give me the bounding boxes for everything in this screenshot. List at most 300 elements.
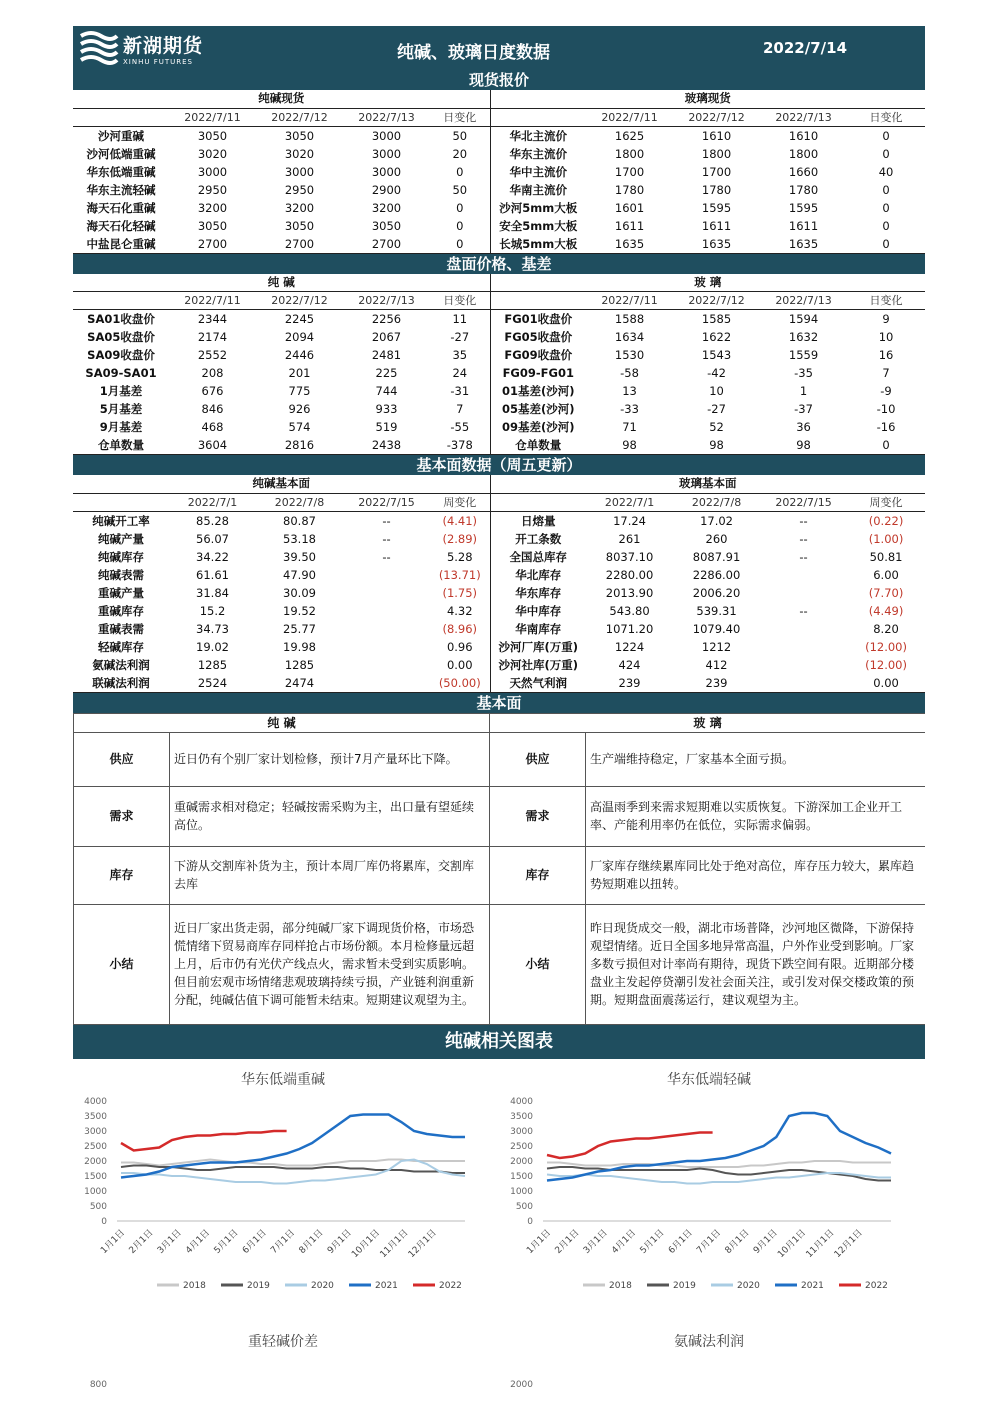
glass-value: 0 — [847, 126, 925, 145]
glass-value: 0 — [882, 182, 890, 197]
glass-value: 239 — [673, 674, 760, 693]
soda-qual-text: 重碱需求相对稳定；轻碱按需采购为主，出口量有望延续高位。 — [170, 786, 490, 846]
soda-value — [343, 674, 430, 693]
x-tick-label: 5月1日 — [212, 1227, 241, 1256]
x-tick-label: 12月1日 — [832, 1227, 865, 1260]
glass-value: (12.00) — [865, 657, 907, 672]
soda-value: 775 — [288, 384, 311, 398]
glass-value: 539.31 — [696, 603, 737, 618]
soda-value: 2900 — [371, 182, 402, 197]
glass-value: 8037.10 — [605, 549, 654, 564]
soda-value: 19.98 — [283, 639, 316, 654]
soda-value: (4.41) — [430, 511, 490, 530]
soda-label: 中盐昆仑重碱 — [73, 235, 169, 254]
glass-value: (7.70) — [868, 585, 904, 600]
x-tick-label: 1月1日 — [525, 1227, 554, 1256]
soda-value: 34.73 — [196, 621, 229, 636]
soda-value — [343, 566, 430, 584]
soda-value: 1285 — [197, 657, 228, 672]
x-tick-label: 7月1日 — [269, 1227, 298, 1256]
glass-value: 1635 — [586, 235, 673, 254]
glass-value: 8087.91 — [692, 549, 741, 564]
glass-label: 华东库存 — [490, 584, 586, 602]
soda-value — [343, 584, 430, 602]
glass-value: -10 — [876, 402, 896, 416]
glass-value: 1601 — [614, 200, 645, 215]
soda-value: 3000 — [371, 146, 402, 161]
chart-title: 华东低端重碱 — [241, 1071, 325, 1088]
soda-value: 53.18 — [283, 531, 316, 546]
glass-value: 2006.20 — [692, 585, 741, 600]
chart-title: 重轻碱价差 — [248, 1333, 318, 1350]
glass-value: 1780 — [788, 182, 819, 197]
soda-value: 7 — [456, 402, 464, 416]
soda-qual-text: 下游从交割库补货为主，预计本周厂库仍将累库，交割库去库 — [170, 846, 490, 904]
column-header: 2022/7/8 — [274, 495, 325, 509]
x-tick-label: 9月1日 — [325, 1227, 354, 1256]
glass-label: 华北库存 — [490, 566, 586, 584]
soda-group-title: 纯碱基本面 — [73, 475, 490, 493]
glass-value: -37 — [794, 402, 813, 416]
glass-value: 424 — [618, 657, 641, 672]
glass-label: 沙河5mm大板 — [490, 199, 586, 217]
soda-value: 2524 — [169, 674, 256, 693]
glass-label: FG09-FG01 — [490, 364, 586, 382]
soda-qual-text: 近日仍有个别厂家计划检修，预计7月产量环比下降。 — [170, 732, 490, 786]
soda-value: 0.00 — [446, 657, 473, 672]
y-tick-label: 1000 — [84, 1186, 107, 1197]
column-header: 日变化 — [869, 110, 903, 124]
soda-value: 2700 — [343, 235, 430, 254]
futures-table — [73, 274, 925, 456]
soda-value: 4.32 — [446, 603, 473, 618]
glass-value: 8.20 — [873, 621, 899, 636]
soda-value: 933 — [375, 402, 398, 416]
soda-label: 海天石化重碱 — [86, 200, 156, 215]
soda-label: 重碱表需 — [98, 621, 144, 636]
glass-label: FG09收盘价 — [490, 346, 586, 364]
y-tick-label: 2000 — [510, 1379, 533, 1390]
soda-qual-text: 近日厂家出货走弱，部分纯碱厂家下调现货价格，市场恐慌情绪下贸易商库存同样抢占市场份额。本月检修量远超上月，后市仍有光伏产线点火，需求暂未受到实质影响。但目前宏观市场情绪悲观玻璃持续亏损，产业链利润重新分配，纯碱估值下调可能暂未结束。短期建议观望为主。 — [170, 904, 490, 1024]
logo — [73, 30, 223, 66]
soda-value: 3604 — [169, 436, 256, 455]
soda-label: 5月基差 — [99, 402, 143, 416]
y-tick-label: 3500 — [84, 1111, 107, 1122]
soda-value: 574 — [288, 420, 311, 434]
x-tick-label: 12月1日 — [406, 1227, 439, 1260]
column-header: 2022/7/12 — [271, 110, 328, 124]
glass-label: 华中库存 — [490, 602, 586, 620]
x-tick-label: 11月1日 — [804, 1227, 837, 1260]
report-header — [73, 26, 925, 70]
glass-value: 1780 — [614, 182, 645, 197]
glass-value: 2013.90 — [605, 585, 654, 600]
soda-label: 纯碱表需 — [98, 567, 144, 582]
column-header: 2022/7/11 — [601, 294, 658, 307]
x-tick-label: 4月1日 — [184, 1227, 213, 1256]
column-header: 日变化 — [443, 294, 477, 307]
glass-value: 1635 — [760, 235, 847, 254]
glass-value: 1588 — [586, 310, 673, 329]
column-header: 2022/7/8 — [691, 495, 742, 509]
x-tick-label: 2月1日 — [127, 1227, 156, 1256]
x-tick-label: 8月1日 — [723, 1227, 752, 1256]
column-header: 2022/7/13 — [775, 110, 832, 124]
corner-cell — [73, 108, 169, 126]
legend-label: 2018 — [609, 1280, 632, 1291]
logo-name: 新湖期货 — [123, 34, 204, 57]
y-tick-label: 3500 — [510, 1111, 533, 1122]
corner-cell — [490, 493, 586, 511]
soda-value: (50.00) — [430, 674, 490, 693]
soda-value: 3020 — [197, 146, 228, 161]
soda-label: 仓单数量 — [73, 436, 169, 455]
soda-label: 轻碱库存 — [98, 639, 144, 654]
soda-value: 225 — [375, 366, 398, 380]
soda-value: 3200 — [284, 200, 315, 215]
soda-label: 联碱法利润 — [73, 674, 169, 693]
soda-value: 56.07 — [196, 531, 229, 546]
soda-label: 华东主流轻碱 — [86, 182, 156, 197]
y-tick-label: 1000 — [510, 1186, 533, 1197]
soda-label: 1月基差 — [99, 384, 143, 398]
fundamental-qualitative-table — [73, 713, 925, 1025]
glass-value: -- — [799, 549, 808, 564]
glass-value: (4.49) — [868, 603, 904, 618]
soda-value: 208 — [201, 366, 224, 380]
glass-qual-key: 需求 — [490, 786, 586, 846]
legend-label: 2021 — [801, 1280, 824, 1291]
section-title-spot: 现货报价 — [73, 70, 925, 90]
glass-group-title: 玻璃现货 — [490, 90, 925, 108]
y-tick-label: 500 — [89, 1201, 107, 1212]
soda-value: 2256 — [343, 310, 430, 329]
legend-label: 2019 — [673, 1280, 696, 1291]
soda-value: (2.89) — [442, 531, 478, 546]
report-date: 2022/7/14 — [763, 39, 848, 57]
legend-label: 2020 — [311, 1280, 334, 1291]
soda-value: -31 — [450, 384, 470, 398]
legend-label: 2020 — [737, 1280, 760, 1291]
chart-svg — [499, 1059, 919, 1309]
column-header: 2022/7/15 — [358, 495, 415, 509]
glass-value: 1610 — [673, 126, 760, 145]
soda-value: 0.96 — [446, 639, 473, 654]
glass-value: -9 — [880, 384, 892, 398]
glass-value: 1800 — [788, 146, 819, 161]
glass-value: 1594 — [760, 310, 847, 329]
soda-group-title: 纯碱现货 — [73, 90, 490, 108]
glass-value: 1079.40 — [692, 621, 741, 636]
glass-value: 1800 — [701, 146, 732, 161]
x-tick-label: 1月1日 — [99, 1227, 128, 1256]
glass-value: 2280.00 — [605, 567, 654, 582]
soda-label: 氨碱法利润 — [92, 657, 150, 672]
soda-value — [343, 638, 430, 656]
soda-label: 重碱产量 — [98, 585, 144, 600]
glass-group-title: 玻璃基本面 — [490, 475, 925, 493]
glass-value: 2286.00 — [692, 567, 741, 582]
soda-value: (1.75) — [442, 585, 478, 600]
soda-value: 31.84 — [196, 585, 229, 600]
column-header: 日变化 — [443, 110, 477, 124]
column-header: 2022/7/13 — [775, 294, 832, 307]
soda-value: 3050 — [371, 218, 402, 233]
corner-cell — [73, 292, 169, 310]
legend-label: 2021 — [375, 1280, 398, 1291]
soda-value: 39.50 — [283, 549, 316, 564]
glass-value: -27 — [707, 402, 726, 416]
glass-qual-title: 玻 璃 — [490, 713, 926, 732]
glass-label: 华东主流价 — [490, 145, 586, 163]
soda-value: 3000 — [284, 164, 315, 179]
glass-value: 1595 — [701, 200, 732, 215]
column-header: 2022/7/13 — [358, 110, 415, 124]
charts-area — [73, 1059, 925, 1399]
soda-value: 926 — [288, 402, 311, 416]
glass-value: 1625 — [586, 126, 673, 145]
soda-value: 50 — [430, 126, 490, 145]
soda-value: 3200 — [197, 200, 228, 215]
y-tick-label: 1500 — [84, 1171, 107, 1182]
column-header: 2022/7/1 — [187, 495, 238, 509]
fundamental-data-table — [73, 475, 925, 693]
glass-value: 71 — [622, 420, 637, 434]
soda-value: 0 — [430, 235, 490, 254]
soda-value: 846 — [201, 402, 224, 416]
glass-label: 沙河社库(万重) — [490, 656, 586, 674]
glass-value: 6.00 — [873, 567, 899, 582]
x-tick-label: 6月1日 — [240, 1227, 269, 1256]
glass-qual-key: 小结 — [490, 904, 586, 1024]
soda-value: 0 — [456, 200, 464, 215]
soda-value — [343, 656, 430, 674]
x-tick-label: 10月1日 — [350, 1227, 383, 1260]
y-tick-label: 0 — [101, 1216, 107, 1227]
soda-label: 纯碱产量 — [98, 531, 144, 546]
glass-value: 1071.20 — [605, 621, 654, 636]
glass-value: 1660 — [788, 164, 819, 179]
soda-value: 2816 — [256, 436, 343, 455]
y-tick-label: 3000 — [84, 1126, 107, 1137]
glass-value — [760, 584, 847, 602]
glass-value: -- — [760, 511, 847, 530]
x-tick-label: 11月1日 — [378, 1227, 411, 1260]
glass-value: 1611 — [788, 218, 819, 233]
soda-value: 35 — [452, 348, 468, 362]
x-tick-label: 4月1日 — [610, 1227, 639, 1256]
legend-label: 2022 — [865, 1280, 888, 1291]
soda-value: 3000 — [371, 164, 402, 179]
glass-value: 98 — [586, 436, 673, 455]
glass-value: 1610 — [760, 126, 847, 145]
soda-value: 3050 — [169, 126, 256, 145]
chart-title: 华东低端轻碱 — [667, 1071, 751, 1088]
series-line-2018 — [547, 1161, 891, 1167]
column-header: 2022/7/13 — [358, 294, 415, 307]
glass-value: (12.00) — [865, 639, 907, 654]
glass-value: -16 — [876, 420, 896, 434]
section-title-fundamental: 基本面 — [73, 693, 925, 713]
glass-value: 1530 — [614, 348, 645, 362]
corner-cell — [73, 493, 169, 511]
soda-value: 30.09 — [283, 585, 316, 600]
soda-value: 2094 — [284, 330, 315, 344]
glass-label: 华南主流价 — [490, 181, 586, 199]
soda-label: SA09-SA01 — [85, 366, 157, 380]
chart-1 — [499, 1059, 919, 1309]
glass-value: (0.22) — [847, 511, 925, 530]
soda-label: 纯碱开工率 — [73, 511, 169, 530]
glass-value: 10 — [709, 384, 724, 398]
soda-label: 海天石化轻碱 — [86, 218, 156, 233]
soda-value: 34.22 — [196, 549, 229, 564]
glass-qual-text: 昨日现货成交一般，湖北市场普降，沙河地区微降，下游保持观望情绪。近日全国多地异常高温，户外作业受到影响。厂家多数亏损但对计率尚有期待，现货下跌空间有限。近期部分楼盘业主发起停贷潮引发社会面关注，或引发对保交楼政策的预期。短期盘面震荡运行，建议观望为主。 — [586, 904, 926, 1024]
y-tick-label: 4000 — [510, 1096, 533, 1107]
glass-value: 1611 — [701, 218, 732, 233]
column-header: 2022/7/1 — [604, 495, 655, 509]
glass-value: 7 — [882, 366, 890, 380]
x-tick-label: 9月1日 — [751, 1227, 780, 1256]
glass-value: 1559 — [788, 348, 819, 362]
glass-value: 52 — [709, 420, 724, 434]
legend-label: 2022 — [439, 1280, 462, 1291]
soda-value: 85.28 — [169, 511, 256, 530]
glass-value: (1.00) — [868, 531, 904, 546]
soda-value: 1285 — [284, 657, 315, 672]
glass-value: -- — [799, 603, 808, 618]
x-tick-label: 2月1日 — [553, 1227, 582, 1256]
soda-value: 744 — [375, 384, 398, 398]
glass-label: FG05收盘价 — [490, 328, 586, 346]
soda-label: 沙河重碱 — [73, 126, 169, 145]
soda-label: 重碱库存 — [98, 603, 144, 618]
glass-value: 1780 — [701, 182, 732, 197]
soda-value — [343, 620, 430, 638]
y-tick-label: 2500 — [510, 1141, 533, 1152]
glass-label: 天然气利润 — [490, 674, 586, 693]
glass-value — [760, 674, 847, 693]
soda-value: -- — [343, 511, 430, 530]
logo-english-name: XINHU FUTURES — [123, 57, 193, 66]
corner-cell — [490, 108, 586, 126]
legend-label: 2018 — [183, 1280, 206, 1291]
soda-value: 2700 — [169, 235, 256, 254]
soda-value: 3050 — [256, 126, 343, 145]
soda-label: SA05收盘价 — [87, 330, 155, 344]
soda-label: 华东低端重碱 — [86, 164, 156, 179]
glass-value: -- — [799, 531, 808, 546]
soda-value: 2552 — [197, 348, 228, 362]
soda-value: 15.2 — [199, 603, 226, 618]
x-tick-label: 10月1日 — [776, 1227, 809, 1260]
glass-value: 0 — [882, 200, 890, 215]
glass-value: 0 — [847, 235, 925, 254]
glass-value: 10 — [878, 330, 894, 344]
glass-value: 1700 — [614, 164, 645, 179]
soda-value: 2481 — [371, 348, 402, 362]
soda-qual-key: 小结 — [74, 904, 170, 1024]
soda-value — [343, 602, 430, 620]
chart-3 — [499, 1321, 919, 1401]
glass-label: 开工条数 — [490, 530, 586, 548]
report-title: 纯碱、玻璃日度数据 — [397, 43, 550, 63]
glass-label: 长城5mm大板 — [490, 235, 586, 254]
soda-value: 19.52 — [283, 603, 316, 618]
x-tick-label: 6月1日 — [666, 1227, 695, 1256]
soda-value: 25.77 — [283, 621, 316, 636]
glass-value — [760, 620, 847, 638]
column-header: 周变化 — [869, 495, 903, 509]
soda-value: 5.28 — [446, 549, 473, 564]
glass-value: 13 — [622, 384, 637, 398]
y-tick-label: 2000 — [510, 1156, 533, 1167]
y-tick-label: 1500 — [510, 1171, 533, 1182]
glass-value: 9 — [847, 310, 925, 329]
glass-qual-text: 高温雨季到来需求短期难以实质恢复。下游深加工企业开工率、产能利用率仍在低位，实际需求偏弱。 — [586, 786, 926, 846]
soda-qual-title: 纯 碱 — [74, 713, 490, 732]
soda-value: 11 — [430, 310, 490, 329]
x-tick-label: 3月1日 — [581, 1227, 610, 1256]
x-tick-label: 3月1日 — [155, 1227, 184, 1256]
y-tick-label: 800 — [89, 1379, 107, 1390]
glass-value: 16 — [878, 348, 894, 362]
soda-group-title: 纯 碱 — [73, 274, 490, 292]
soda-value: 2344 — [169, 310, 256, 329]
soda-value: 2700 — [256, 235, 343, 254]
glass-value: 50.81 — [869, 549, 903, 564]
y-tick-label: 500 — [515, 1201, 533, 1212]
soda-value: 0 — [456, 218, 464, 233]
glass-qual-text: 厂家库存继续累库同比处于绝对高位，库存压力较大，累库趋势短期难以扭转。 — [586, 846, 926, 904]
glass-label: 沙河厂库(万重) — [490, 638, 586, 656]
glass-label: 安全5mm大板 — [490, 217, 586, 235]
soda-value: 3000 — [343, 126, 430, 145]
soda-value: 0 — [456, 164, 464, 179]
soda-value: 19.02 — [196, 639, 229, 654]
x-tick-label: 7月1日 — [695, 1227, 724, 1256]
soda-label: 纯碱库存 — [98, 549, 144, 564]
soda-value: (13.71) — [438, 567, 481, 582]
soda-value: 2438 — [343, 436, 430, 455]
glass-label: 华中主流价 — [490, 163, 586, 181]
glass-label: 05基差(沙河) — [490, 400, 586, 418]
chart-2 — [73, 1321, 493, 1401]
glass-value: 1635 — [673, 235, 760, 254]
soda-value: 2950 — [284, 182, 315, 197]
glass-value: 260 — [705, 531, 728, 546]
glass-value: 98 — [760, 436, 847, 455]
soda-value: 3000 — [197, 164, 228, 179]
x-tick-label: 5月1日 — [638, 1227, 667, 1256]
soda-value: 2446 — [284, 348, 315, 362]
report-page — [73, 26, 925, 1403]
soda-value: -- — [382, 549, 391, 564]
soda-qual-key: 库存 — [74, 846, 170, 904]
series-line-2022 — [547, 1132, 713, 1158]
soda-value: 519 — [375, 420, 398, 434]
section-title-fundamental-data: 基本面数据（周五更新） — [73, 455, 925, 475]
soda-value: -378 — [430, 436, 490, 455]
soda-qual-key: 供应 — [74, 732, 170, 786]
glass-label: 华南库存 — [490, 620, 586, 638]
glass-value: 239 — [586, 674, 673, 693]
glass-value: -33 — [620, 402, 639, 416]
column-header: 日变化 — [869, 294, 903, 307]
corner-cell — [490, 292, 586, 310]
glass-label: FG01收盘价 — [490, 310, 586, 329]
glass-qual-key: 库存 — [490, 846, 586, 904]
